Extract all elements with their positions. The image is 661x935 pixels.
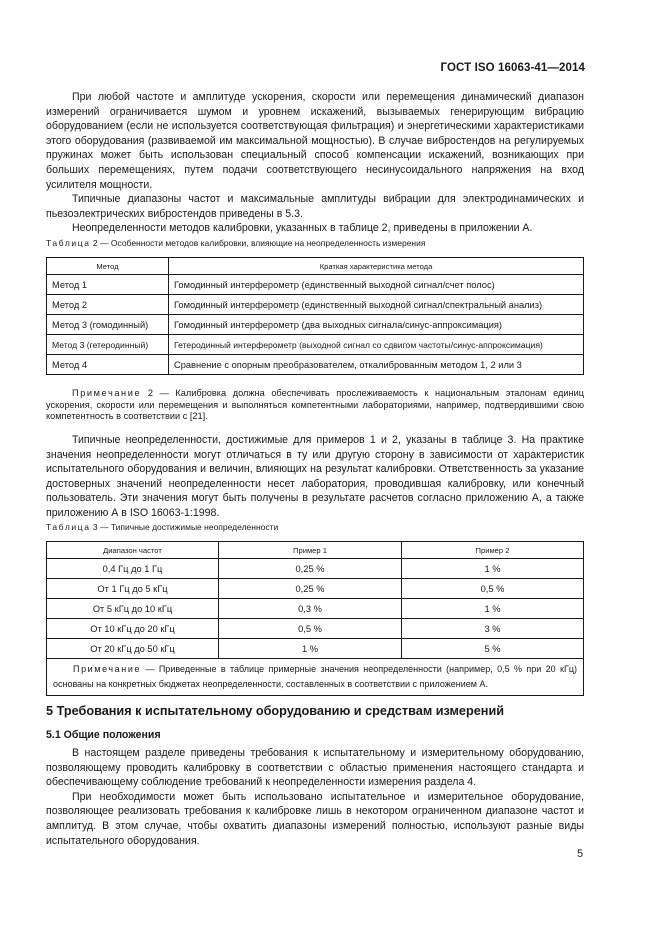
table-row: [47, 275, 584, 295]
column-header-description: Краткая характеристика метода: [169, 258, 584, 275]
column-header-method: Метод: [47, 258, 169, 275]
table-row: [47, 579, 584, 599]
example-2-cell: 3 %: [402, 619, 584, 639]
table-note-row: [47, 659, 584, 696]
method-cell: Метод 4: [47, 355, 169, 375]
note-label: Примечание: [73, 664, 142, 674]
description-cell: Гомодинный интерферометр (единственный выходной сигнал/спектральный анализ): [169, 295, 584, 315]
table2-caption-label: Таблица: [46, 238, 91, 248]
table-row: [47, 355, 584, 375]
example-1-cell: 1 %: [219, 639, 402, 659]
method-cell: Метод 1: [47, 275, 169, 295]
frequency-range-cell: От 1 Гц до 5 кГц: [47, 579, 219, 599]
table3-caption-text: 3 — Типичные достижимые неопределенности: [92, 522, 279, 532]
column-header-example-1: Пример 1: [219, 542, 402, 559]
method-cell: Метод 3 (гомодинный): [47, 315, 169, 335]
paragraph: При любой частоте и амплитуде ускорения, скорости или перемещения динамический диапазон измерений ограничивается шумом и уровнем искажений, вызываемых генерирующим вибрацию оборудованием (если не используется соответствующая фильтрация) и энергетическими характеристиками этого оборудования (развиваемой им максимальной мощностью). В случае вибростендов на регулируемых пружинах может быть использован специальный способ компенсации искажений, возникающих при больших перемещениях, путем подачи соответствующего несинусоидального напряжения на вход усилителя мощности.: [46, 91, 584, 191]
uncertainty-table: [46, 541, 584, 696]
table-header-row: [47, 258, 584, 275]
paragraph: Типичные неопределенности, достижимые для примеров 1 и 2, указаны в таблице 3. На практике значения неопределенности могут отличаться в ту или другую сторону в зависимости от характеристик испытательного оборудования и величин, влияющих на результат калибровки. Ответственность за указание достоверных значений неопределенности несет лаборатория, проводившая калибровку, или конечный пользователь. Эти значения могут быть получены в результате расчетов согласно приложению А, а также приложению А в ISO 16063-1:1998.: [46, 434, 584, 519]
column-header-frequency-range: Диапазон частот: [47, 542, 219, 559]
example-1-cell: 0,25 %: [219, 559, 402, 579]
paragraph: Типичные диапазоны частот и максимальные амплитуды вибрации для электродинамических и пьезоэлектрических вибростендов приведены в 5.3.: [46, 193, 584, 220]
column-header-example-2: Пример 2: [402, 542, 584, 559]
middle-text: [46, 433, 584, 521]
table3-caption-label: Таблица: [46, 522, 91, 532]
table-row: [47, 619, 584, 639]
example-1-cell: 0,5 %: [219, 619, 402, 639]
frequency-range-cell: 0,4 Гц до 1 Гц: [47, 559, 219, 579]
description-cell: Гетеродинный интерферометр (выходной сигнал со сдвигом частоты/синус-аппроксимация): [169, 335, 584, 355]
description-cell: Сравнение с опорным преобразователем, откалиброванным методом 1, 2 или 3: [169, 355, 584, 375]
example-1-cell: 0,3 %: [219, 599, 402, 619]
table2-caption: [46, 238, 425, 249]
paragraph: При необходимости может быть использовано испытательное и измерительное оборудование, позволяющее реализовать требования к калибровке лишь в некотором ограниченном диапазоне частот и амплитуд. В этом случае, чтобы охватить диапазоны измерений полностью, используют разные виды испытательного оборудования.: [46, 790, 584, 847]
table-row: [47, 295, 584, 315]
table3-caption: [46, 522, 278, 533]
page-number: 5: [577, 848, 583, 860]
example-1-cell: 0,25 %: [219, 579, 402, 599]
table-row: [47, 559, 584, 579]
description-cell: Гомодинный интерферометр (единственный выходной сигнал/счет полос): [169, 275, 584, 295]
example-2-cell: 0,5 %: [402, 579, 584, 599]
table3-note: [47, 659, 584, 696]
note-text: 2 — Калибровка должна обеспечивать прослеживаемость к национальным эталонам единиц ускорения, скорости или перемещения и выполняться компетентными лабораториями, например, подтвердившими свою компетентность в соответствии с [21].: [46, 388, 584, 422]
paragraph: В настоящем разделе приведены требования к испытательному и измерительному оборудованию, позволяющему проводить калибровку в соответствии с областью применения настоящего стандарта и обеспечивающему соблюдение требований к неопределенности измерения раздела 4.: [46, 747, 584, 789]
example-2-cell: 5 %: [402, 639, 584, 659]
note-label: Примечание: [72, 388, 142, 398]
table-row: [47, 639, 584, 659]
table-header-row: [47, 542, 584, 559]
table-row: [47, 335, 584, 355]
subsection-title: 5.1 Общие положения: [46, 729, 161, 741]
table-row: [47, 315, 584, 335]
method-cell: Метод 3 (гетеродинный): [47, 335, 169, 355]
note-2: [46, 388, 584, 423]
paragraph: Неопределенности методов калибровки, указанных в таблице 2, приведены в приложении А.: [72, 222, 533, 235]
table-row: [47, 599, 584, 619]
section-title: 5 Требования к испытательному оборудованию и средствам измерений: [46, 704, 505, 718]
example-2-cell: 1 %: [402, 599, 584, 619]
method-cell: Метод 2: [47, 295, 169, 315]
document-code: ГОСТ ISO 16063-41—2014: [440, 62, 585, 74]
frequency-range-cell: От 20 кГц до 50 кГц: [47, 639, 219, 659]
section-text: [46, 746, 584, 848]
table2-caption-text: 2 — Особенности методов калибровки, влияющие на неопределенность измерения: [92, 238, 426, 248]
frequency-range-cell: От 5 кГц до 10 кГц: [47, 599, 219, 619]
note-text: — Приведенные в таблице примерные значения неопределенности (например, 0,5 % при 20 кГц) основаны на конкретных бюджетах неопределенности, составленных в соответствии с приложением А.: [53, 664, 577, 689]
description-cell: Гомодинный интерферометр (два выходных сигнала/синус-аппроксимация): [169, 315, 584, 335]
calibration-methods-table: [46, 257, 584, 375]
example-2-cell: 1 %: [402, 559, 584, 579]
intro-text: [46, 90, 584, 236]
frequency-range-cell: От 10 кГц до 20 кГц: [47, 619, 219, 639]
